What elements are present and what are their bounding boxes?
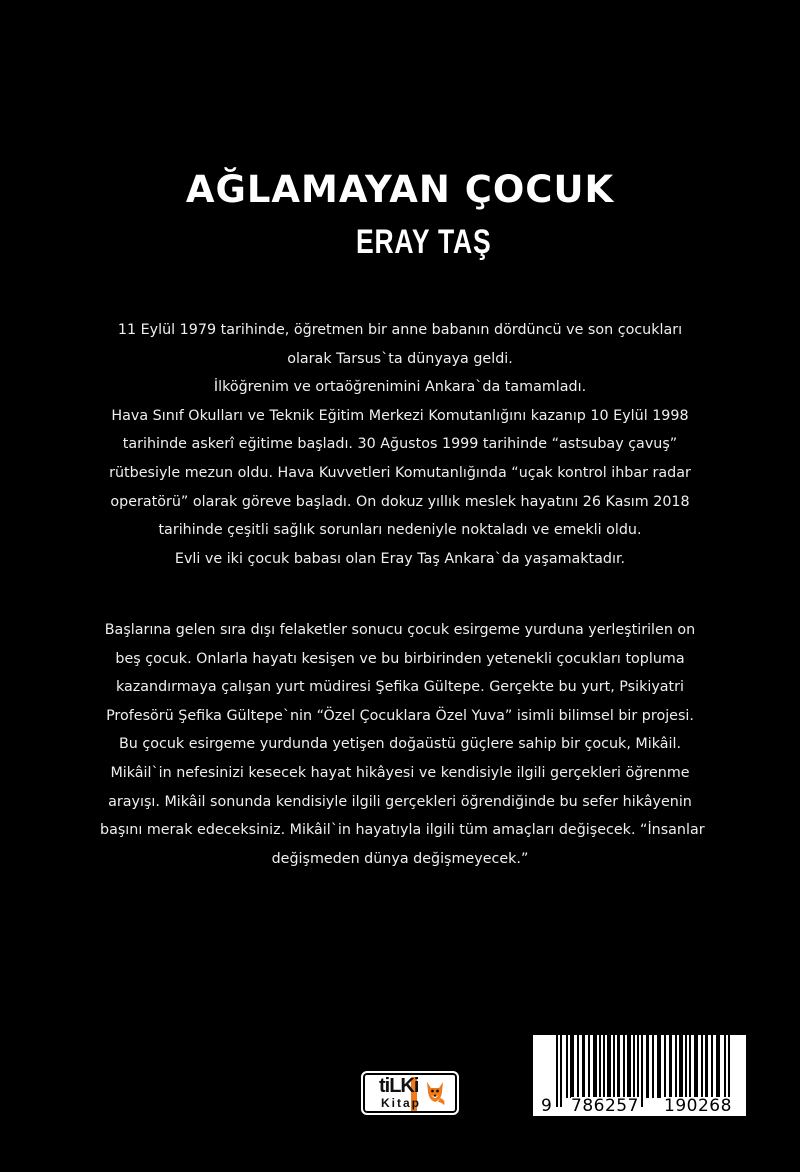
isbn-digits-left: 786257 [571,1096,639,1116]
synopsis-line: değişmeden dünya değişmeyecek.” [271,850,529,867]
isbn-digit-first: 9 [541,1096,552,1116]
isbn-barcode [533,1035,746,1116]
publisher-logo [361,1071,459,1115]
synopsis-line: başını merak edeceksiniz. Mikâil`in hayatıyla ilgili tüm amaçları değişecek. “İnsanlar [100,822,705,839]
synopsis-line: Bu çocuk esirgeme yurdunda yetişen doğaüstü güçlere sahip bir çocuk, Mikâil. [118,736,682,753]
isbn-digits-right: 190268 [664,1096,732,1116]
fox-icon [423,1078,447,1106]
bio-line: olarak Tarsus`ta dünyaya geldi. [287,350,513,367]
bio-line: tarihinde askerî eğitime başladı. 30 Ağustos 1999 tarihinde “astsubay çavuş” [122,436,678,453]
logo-wordmark: tiLKi [379,1075,419,1097]
synopsis-line: Mikâil`in nefesinizi kesecek hayat hikâyesi ve kendisiyle ilgili gerçekleri öğrenme [110,764,690,781]
book-synopsis [100,616,705,873]
bio-line: 11 Eylül 1979 tarihinde, öğretmen bir anne babanın dördüncü ve son çocukları [117,322,683,338]
logo-subtitle: Kitap [381,1096,421,1110]
synopsis-line: arayışı. Mikâil sonunda kendisiyle ilgili gerçekleri öğrendiğinde bu sefer hikâyenin [108,793,692,810]
author-name: ERAY TAŞ [356,223,492,261]
bio-line: Hava Sınıf Okulları ve Teknik Eğitim Merkezi Komutanlığını kazanıp 10 Eylül 1998 [111,407,689,424]
synopsis-line: kazandırmaya çalışan yurt müdiresi Şefika Gültepe. Gerçekte bu yurt, Psikiyatri [115,679,685,696]
synopsis-line: Başlarına gelen sıra dışı felaketler sonucu çocuk esirgeme yurduna yerleştirilen on [104,622,696,638]
book-title: AĞLAMAYAN ÇOCUK [185,168,615,211]
bio-line: İlköğrenim ve ortaöğrenimini Ankara`da tamamladı. [213,379,587,396]
bio-line: rütbesiyle mezun oldu. Hava Kuvvetleri Komutanlığında “uçak kontrol ihbar radar [109,464,691,481]
bio-line: operatörü” olarak göreve başladı. On dokuz yıllık meslek hayatını 26 Kasım 2018 [110,493,690,510]
synopsis-line: Profesörü Şefika Gültepe`nin “Özel Çocuklara Özel Yuva” isimli bilimsel bir projesi. [106,707,694,724]
bio-line: Evli ve iki çocuk babası olan Eray Taş Ankara`da yaşamaktadır. [174,550,626,567]
bio-line: tarihinde çeşitli sağlık sorunları nedeniyle noktaladı ve emekli oldu. [158,522,642,539]
isbn-digits [533,1097,746,1117]
author-biography [100,316,700,573]
synopsis-line: beş çocuk. Onlarla hayatı kesişen ve bu birbirinden yetenekli çocukları topluma [115,650,685,667]
